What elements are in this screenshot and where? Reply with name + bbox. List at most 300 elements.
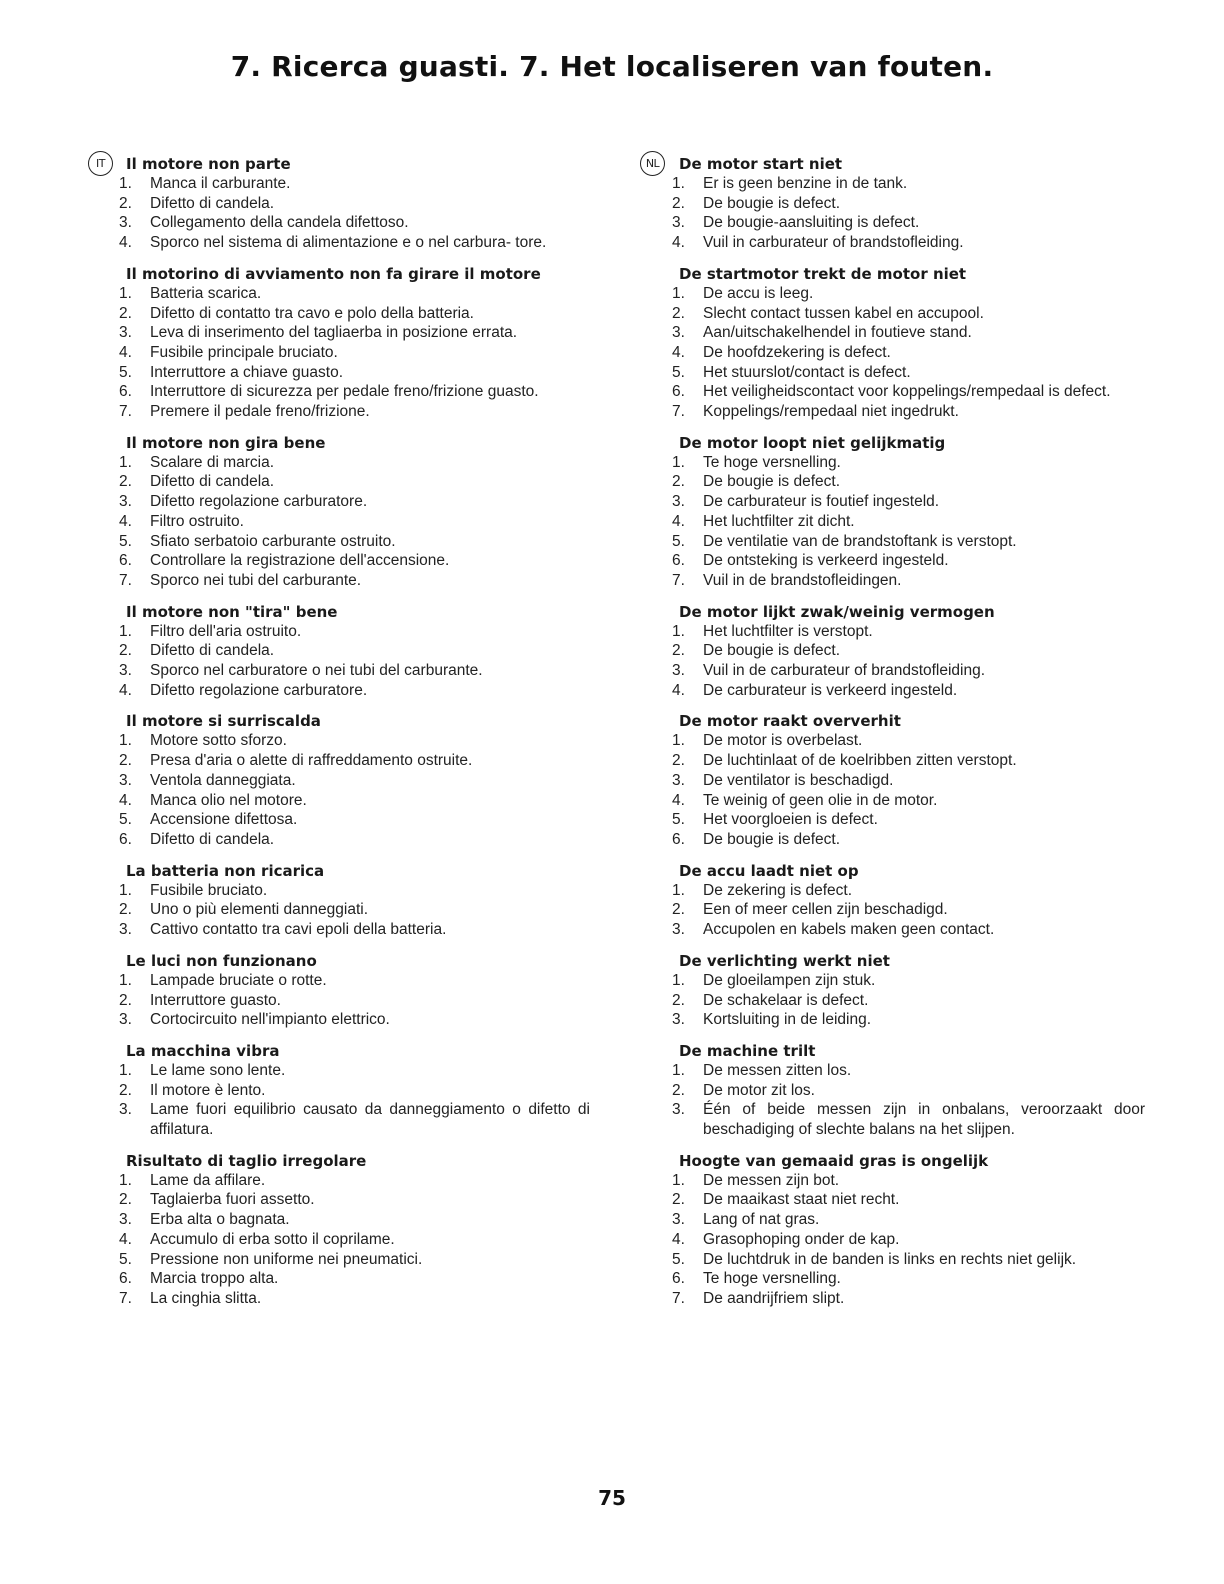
list-item bbox=[119, 681, 590, 701]
list-item-number: 2. bbox=[672, 752, 685, 770]
list-item bbox=[119, 1190, 590, 1210]
list-item-number: 6. bbox=[672, 383, 685, 401]
section-heading: La macchina vibra bbox=[126, 1041, 280, 1060]
list-item-number: 1. bbox=[672, 175, 685, 192]
list-item-number: 2. bbox=[119, 752, 132, 770]
list-item bbox=[119, 532, 590, 552]
list-item bbox=[119, 622, 590, 642]
list-item bbox=[672, 810, 1145, 830]
list-item-number: 4. bbox=[672, 681, 685, 699]
list-item bbox=[672, 551, 1145, 571]
list-item-text: Fusibile bruciato. bbox=[150, 881, 268, 899]
section-heading: De motor loopt niet gelijkmatig bbox=[679, 433, 946, 452]
list-item-number: 4. bbox=[119, 681, 132, 699]
list-item-text: Accumulo di erba sotto il coprilame. bbox=[150, 1230, 395, 1248]
list-item bbox=[672, 1269, 1145, 1289]
list-item-text: Lang of nat gras. bbox=[703, 1211, 820, 1229]
list-item-number: 2. bbox=[119, 473, 132, 491]
list-item-number: 7. bbox=[672, 571, 685, 589]
section-heading: De startmotor trekt de motor niet bbox=[679, 264, 967, 283]
list-item-number: 2. bbox=[672, 901, 685, 919]
list-item bbox=[119, 771, 590, 791]
list-item bbox=[672, 304, 1145, 324]
list-item bbox=[672, 1250, 1145, 1270]
list-item-number: 3. bbox=[672, 1101, 685, 1119]
list-item-text: De maaikast staat niet recht. bbox=[703, 1191, 900, 1209]
list-item-text: Collegamento della candela difettoso. bbox=[150, 214, 409, 232]
section-heading: Il motorino di avviamento non fa girare il motore bbox=[126, 264, 541, 283]
list-item-text: Difetto di candela. bbox=[150, 642, 275, 660]
list-item bbox=[119, 1269, 590, 1289]
section-heading: La batteria non ricarica bbox=[126, 861, 325, 880]
list-item-text: Batteria scarica. bbox=[150, 284, 262, 302]
list-item bbox=[119, 751, 590, 771]
list-item-text: Kortsluiting in de leiding. bbox=[703, 1011, 872, 1029]
list-item-text: De carburateur is verkeerd ingesteld. bbox=[703, 681, 958, 699]
list-item-number: 2. bbox=[119, 642, 132, 660]
list-item-number: 2. bbox=[672, 1081, 685, 1099]
troubleshooting-section bbox=[119, 1041, 590, 1140]
list-item-number: 4. bbox=[672, 512, 685, 530]
list-item-number: 1. bbox=[119, 175, 132, 192]
list-item bbox=[672, 681, 1145, 701]
list-item-text: Er is geen benzine in de tank. bbox=[703, 175, 908, 192]
list-item-text: De ontsteking is verkeerd ingesteld. bbox=[703, 552, 949, 570]
troubleshooting-section bbox=[672, 1041, 1145, 1140]
list-item-number: 4. bbox=[672, 791, 685, 809]
list-item-number: 3. bbox=[119, 1211, 132, 1229]
list-item bbox=[672, 213, 1145, 233]
list-item-text: Slecht contact tussen kabel en accupool. bbox=[703, 304, 984, 322]
list-item bbox=[119, 731, 590, 751]
list-item-number: 2. bbox=[672, 642, 685, 660]
list-item-number: 3. bbox=[119, 493, 132, 511]
list-item-text: Te hoge versnelling. bbox=[703, 453, 841, 471]
list-item bbox=[672, 1289, 1145, 1309]
list-item-number: 4. bbox=[119, 343, 132, 361]
list-item-number: 2. bbox=[672, 991, 685, 1009]
list-item-number: 5. bbox=[119, 532, 132, 550]
list-item bbox=[119, 512, 590, 532]
list-item bbox=[672, 1190, 1145, 1210]
list-item-text: Scalare di marcia. bbox=[150, 453, 275, 471]
list-item-number: 4. bbox=[119, 512, 132, 530]
list-item bbox=[119, 233, 590, 253]
list-item bbox=[672, 1230, 1145, 1250]
list-item bbox=[672, 881, 1145, 901]
list-item-number: 4. bbox=[119, 234, 132, 252]
list-item-number: 5. bbox=[672, 811, 685, 829]
section-heading: Il motore non parte bbox=[126, 155, 291, 173]
list-item-number: 7. bbox=[672, 1289, 685, 1307]
list-item-number: 3. bbox=[672, 662, 685, 680]
list-item-text: De ventilatie van de brandstoftank is verstopt. bbox=[703, 532, 1017, 550]
list-item-text: De luchtinlaat of de koelribben zitten verstopt. bbox=[703, 752, 1017, 770]
list-item bbox=[672, 1010, 1145, 1030]
list-item-text: Pressione non uniforme nei pneumatici. bbox=[150, 1250, 423, 1268]
list-item-number: 5. bbox=[672, 532, 685, 550]
list-item-text: Het stuurslot/contact is defect. bbox=[703, 363, 911, 381]
list-item bbox=[119, 571, 590, 591]
list-item-text: Interruttore a chiave guasto. bbox=[150, 363, 344, 381]
list-item-number: 1. bbox=[672, 1171, 685, 1189]
list-item-text: Premere il pedale freno/frizione. bbox=[150, 403, 370, 421]
list-item-number: 2. bbox=[672, 1191, 685, 1209]
troubleshooting-section bbox=[672, 861, 1145, 940]
list-item bbox=[119, 641, 590, 661]
troubleshooting-section bbox=[672, 151, 1145, 253]
list-item-text: De aandrijfriem slipt. bbox=[703, 1289, 845, 1307]
list-item-number: 6. bbox=[672, 830, 685, 848]
list-item-number: 1. bbox=[119, 971, 132, 989]
list-item bbox=[672, 830, 1145, 850]
troubleshooting-section bbox=[672, 264, 1145, 422]
list-item bbox=[672, 532, 1145, 552]
list-item-number: 3. bbox=[672, 493, 685, 511]
list-item bbox=[672, 512, 1145, 532]
list-item bbox=[119, 661, 590, 681]
list-item-text: De hoofdzekering is defect. bbox=[703, 343, 891, 361]
list-item-text: Marcia troppo alta. bbox=[150, 1270, 279, 1288]
list-item-text: Sporco nel carburatore o nei tubi del carburante. bbox=[150, 662, 483, 680]
list-item-text: Sporco nei tubi del carburante. bbox=[150, 571, 362, 589]
list-item-number: 3. bbox=[672, 214, 685, 232]
list-item bbox=[672, 971, 1145, 991]
list-item bbox=[119, 551, 590, 571]
list-item-number: 1. bbox=[119, 1171, 132, 1189]
list-item-number: 2. bbox=[119, 194, 132, 212]
list-item-text: Manca il carburante. bbox=[150, 175, 291, 192]
list-item bbox=[672, 791, 1145, 811]
list-item bbox=[672, 900, 1145, 920]
list-item-number: 5. bbox=[672, 1250, 685, 1268]
list-item-number: 7. bbox=[119, 571, 132, 589]
list-item bbox=[672, 1100, 1145, 1139]
list-item bbox=[119, 472, 590, 492]
language-badge-it: IT bbox=[88, 151, 113, 176]
list-item-text: Vuil in de brandstofleidingen. bbox=[703, 571, 902, 589]
list-item-number: 2. bbox=[672, 194, 685, 212]
list-item-number: 1. bbox=[119, 284, 132, 302]
list-item bbox=[119, 382, 590, 402]
list-item-number: 5. bbox=[119, 811, 132, 829]
list-item-text: Koppelings/rempedaal niet ingedrukt. bbox=[703, 403, 959, 421]
list-item-number: 1. bbox=[672, 453, 685, 471]
list-item-text: De bougie is defect. bbox=[703, 473, 841, 491]
list-item bbox=[119, 1289, 590, 1309]
list-item bbox=[672, 402, 1145, 422]
list-item-text: Filtro dell'aria ostruito. bbox=[150, 622, 302, 640]
list-item-text: Interruttore guasto. bbox=[150, 991, 281, 1009]
list-item-text: Te weinig of geen olie in de motor. bbox=[703, 791, 938, 809]
list-item-text: Difetto di candela. bbox=[150, 830, 275, 848]
list-item-number: 3. bbox=[672, 921, 685, 939]
list-item-text: Il motore è lento. bbox=[150, 1081, 266, 1099]
list-item-text: Uno o più elementi danneggiati. bbox=[150, 901, 369, 919]
list-item-text: Het luchtfilter zit dicht. bbox=[703, 512, 855, 530]
list-item bbox=[672, 323, 1145, 343]
list-item-number: 4. bbox=[672, 234, 685, 252]
list-item bbox=[119, 363, 590, 383]
troubleshooting-section bbox=[119, 602, 590, 701]
list-item-number: 5. bbox=[119, 1250, 132, 1268]
troubleshooting-section bbox=[672, 711, 1145, 849]
list-item-number: 7. bbox=[119, 1289, 132, 1307]
list-item bbox=[672, 731, 1145, 751]
list-item bbox=[672, 991, 1145, 1011]
list-item bbox=[672, 492, 1145, 512]
section-heading: De motor lijkt zwak/weinig vermogen bbox=[679, 602, 995, 621]
list-item bbox=[672, 1061, 1145, 1081]
list-item-text: Controllare la registrazione dell'accensione. bbox=[150, 552, 450, 570]
list-item-text: Leva di inserimento del tagliaerba in posizione errata. bbox=[150, 324, 518, 342]
list-item-text: De accu is leeg. bbox=[703, 284, 814, 302]
section-heading: De verlichting werkt niet bbox=[679, 951, 890, 970]
list-item-number: 1. bbox=[672, 1061, 685, 1079]
list-item-text: Difetto regolazione carburatore. bbox=[150, 681, 368, 699]
list-item-text: Presa d'aria o alette di raffreddamento ostruite. bbox=[150, 752, 473, 770]
section-heading: De accu laadt niet op bbox=[679, 861, 859, 880]
list-item-text: Fusibile principale bruciato. bbox=[150, 343, 338, 361]
list-item-number: 3. bbox=[119, 324, 132, 342]
list-item bbox=[119, 881, 590, 901]
list-item-text: Het luchtfilter is verstopt. bbox=[703, 622, 873, 640]
list-item-text: Difetto di candela. bbox=[150, 473, 275, 491]
list-item bbox=[672, 661, 1145, 681]
list-item-text: De gloeilampen zijn stuk. bbox=[703, 971, 876, 989]
list-item-text: De bougie-aansluiting is defect. bbox=[703, 214, 920, 232]
list-item-number: 5. bbox=[119, 363, 132, 381]
list-item-number: 4. bbox=[672, 1230, 685, 1248]
list-item bbox=[672, 1081, 1145, 1101]
list-item-number: 6. bbox=[119, 830, 132, 848]
list-item-text: Accupolen en kabels maken geen contact. bbox=[703, 921, 995, 939]
section-heading: Il motore non "tira" bene bbox=[126, 602, 338, 621]
list-item-number: 6. bbox=[672, 1270, 685, 1288]
list-item bbox=[672, 622, 1145, 642]
list-item-text: De bougie is defect. bbox=[703, 830, 841, 848]
troubleshooting-section bbox=[119, 151, 590, 253]
list-item-number: 2. bbox=[119, 304, 132, 322]
list-item bbox=[119, 492, 590, 512]
section-heading: Il motore si surriscalda bbox=[126, 712, 321, 731]
troubleshooting-section bbox=[119, 433, 590, 591]
list-item-text: La cinghia slitta. bbox=[150, 1289, 262, 1307]
section-heading: Hoogte van gemaaid gras is ongelijk bbox=[679, 1151, 989, 1170]
list-item-number: 6. bbox=[119, 552, 132, 570]
list-item-number: 1. bbox=[672, 284, 685, 302]
list-item bbox=[119, 213, 590, 233]
list-item-number: 7. bbox=[119, 403, 132, 421]
list-item-text: Taglaierba fuori assetto. bbox=[150, 1191, 315, 1209]
list-item-text: Één of beide messen zijn in onbalans, veroorzaakt door beschadiging of slechte balans na het slijpen. bbox=[703, 1101, 1145, 1139]
list-item-text: De bougie is defect. bbox=[703, 642, 841, 660]
section-heading: Le luci non funzionano bbox=[126, 951, 317, 970]
list-item bbox=[672, 194, 1145, 214]
troubleshooting-section bbox=[119, 264, 590, 422]
list-item-number: 4. bbox=[119, 791, 132, 809]
list-item bbox=[119, 323, 590, 343]
list-item bbox=[672, 382, 1145, 402]
list-item-text: Interruttore di sicurezza per pedale freno/frizione guasto. bbox=[150, 383, 539, 401]
list-item-text: Le lame sono lente. bbox=[150, 1061, 286, 1079]
list-item bbox=[119, 1250, 590, 1270]
list-item-number: 3. bbox=[119, 921, 132, 939]
troubleshooting-section bbox=[672, 1151, 1145, 1309]
troubleshooting-section bbox=[672, 433, 1145, 591]
list-item-text: De bougie is defect. bbox=[703, 194, 841, 212]
list-item bbox=[119, 1061, 590, 1081]
page-number: 75 bbox=[598, 1486, 626, 1510]
list-item-number: 2. bbox=[672, 473, 685, 491]
list-item-number: 2. bbox=[672, 304, 685, 322]
list-item bbox=[119, 453, 590, 473]
section-heading: Il motore non gira bene bbox=[126, 433, 326, 452]
language-badge-nl: NL bbox=[640, 151, 665, 176]
list-item-number: 6. bbox=[119, 383, 132, 401]
column-dutch bbox=[640, 151, 1145, 1320]
list-item-number: 3. bbox=[119, 214, 132, 232]
page-title: 7. Ricerca guasti. 7. Het localiseren van fouten. bbox=[230, 50, 994, 83]
list-item-text: Filtro ostruito. bbox=[150, 512, 244, 530]
list-item-number: 1. bbox=[672, 881, 685, 899]
list-item bbox=[119, 810, 590, 830]
column-italian bbox=[88, 151, 590, 1320]
list-item-number: 6. bbox=[119, 1270, 132, 1288]
list-item-text: Accensione difettosa. bbox=[150, 811, 298, 829]
troubleshooting-section bbox=[672, 951, 1145, 1030]
list-item bbox=[119, 1010, 590, 1030]
list-item-number: 4. bbox=[119, 1230, 132, 1248]
list-item bbox=[672, 1210, 1145, 1230]
list-item-number: 4. bbox=[672, 343, 685, 361]
list-item-number: 3. bbox=[119, 771, 132, 789]
section-heading: De motor raakt oververhit bbox=[679, 712, 901, 731]
list-item-number: 3. bbox=[119, 1011, 132, 1029]
troubleshooting-section bbox=[119, 861, 590, 940]
list-item bbox=[672, 571, 1145, 591]
list-item-text: De messen zitten los. bbox=[703, 1061, 852, 1079]
troubleshooting-section bbox=[119, 951, 590, 1030]
list-item-text: Sfiato serbatoio carburante ostruito. bbox=[150, 532, 396, 550]
list-item-text: Lame fuori equilibrio causato da danneggiamento o difetto di affilatura. bbox=[150, 1101, 590, 1139]
list-item-text: Aan/uitschakelhendel in foutieve stand. bbox=[703, 324, 972, 342]
list-item-text: Sporco nel sistema di alimentazione e o nel carbura- tore. bbox=[150, 234, 547, 252]
list-item bbox=[119, 402, 590, 422]
list-item bbox=[119, 304, 590, 324]
list-item bbox=[119, 1230, 590, 1250]
troubleshooting-section bbox=[119, 711, 590, 849]
list-item-text: Difetto regolazione carburatore. bbox=[150, 493, 368, 511]
list-item-text: Manca olio nel motore. bbox=[150, 791, 307, 809]
list-item bbox=[119, 1081, 590, 1101]
list-item-number: 2. bbox=[119, 901, 132, 919]
troubleshooting-section bbox=[672, 602, 1145, 701]
list-item-text: Cortocircuito nell'impianto elettrico. bbox=[150, 1011, 390, 1029]
list-item-text: Ventola danneggiata. bbox=[150, 771, 296, 789]
list-item-number: 6. bbox=[672, 552, 685, 570]
list-item bbox=[119, 1171, 590, 1191]
list-item bbox=[672, 233, 1145, 253]
list-item-text: Erba alta o bagnata. bbox=[150, 1211, 290, 1229]
list-item-number: 1. bbox=[119, 453, 132, 471]
list-item-number: 1. bbox=[672, 971, 685, 989]
list-item bbox=[119, 343, 590, 363]
list-item-text: De zekering is defect. bbox=[703, 881, 853, 899]
list-item-number: 1. bbox=[119, 1061, 132, 1079]
troubleshooting-section bbox=[119, 1151, 590, 1309]
list-item-text: De motor zit los. bbox=[703, 1081, 815, 1099]
list-item bbox=[119, 284, 590, 304]
list-item-text: Grasophoping onder de kap. bbox=[703, 1230, 900, 1248]
list-item bbox=[119, 991, 590, 1011]
list-item-number: 3. bbox=[119, 662, 132, 680]
section-heading: De machine trilt bbox=[679, 1041, 816, 1060]
list-item bbox=[672, 363, 1145, 383]
list-item-number: 1. bbox=[119, 881, 132, 899]
list-item-text: Motore sotto sforzo. bbox=[150, 732, 287, 750]
list-item-number: 5. bbox=[672, 363, 685, 381]
list-item-number: 2. bbox=[119, 1191, 132, 1209]
list-item bbox=[119, 971, 590, 991]
list-item-text: Lampade bruciate o rotte. bbox=[150, 971, 327, 989]
list-item-text: De schakelaar is defect. bbox=[703, 991, 869, 1009]
list-item bbox=[119, 1100, 590, 1139]
list-item-text: Het veiligheidscontact voor koppelings/rempedaal is defect. bbox=[703, 383, 1111, 401]
list-item-number: 3. bbox=[672, 324, 685, 342]
list-item-text: De carburateur is foutief ingesteld. bbox=[703, 493, 940, 511]
list-item bbox=[672, 284, 1145, 304]
list-item bbox=[119, 830, 590, 850]
list-item-text: Difetto di candela. bbox=[150, 194, 275, 212]
list-item-number: 2. bbox=[119, 1081, 132, 1099]
list-item bbox=[672, 771, 1145, 791]
list-item-text: Cattivo contatto tra cavi epoli della batteria. bbox=[150, 921, 447, 939]
list-item-text: De messen zijn bot. bbox=[703, 1171, 840, 1189]
list-item-text: Difetto di contatto tra cavo e polo della batteria. bbox=[150, 304, 474, 322]
list-item-text: Te hoge versnelling. bbox=[703, 1270, 841, 1288]
section-heading: De motor start niet bbox=[679, 155, 843, 173]
list-item bbox=[672, 1171, 1145, 1191]
list-item bbox=[119, 1210, 590, 1230]
list-item bbox=[672, 641, 1145, 661]
list-item-text: De motor is overbelast. bbox=[703, 732, 863, 750]
list-item bbox=[119, 900, 590, 920]
list-item bbox=[119, 791, 590, 811]
list-item bbox=[119, 174, 590, 194]
list-item-text: Lame da affilare. bbox=[150, 1171, 266, 1189]
list-item bbox=[672, 453, 1145, 473]
list-item-text: Het voorgloeien is defect. bbox=[703, 811, 878, 829]
list-item bbox=[672, 174, 1145, 194]
list-item-number: 2. bbox=[119, 991, 132, 1009]
list-item-number: 3. bbox=[672, 771, 685, 789]
list-item-number: 3. bbox=[672, 1011, 685, 1029]
list-item-text: Een of meer cellen zijn beschadigd. bbox=[703, 901, 948, 919]
list-item-number: 1. bbox=[119, 732, 132, 750]
list-item-text: De luchtdruk in de banden is links en rechts niet gelijk. bbox=[703, 1250, 1077, 1268]
list-item bbox=[119, 194, 590, 214]
list-item bbox=[672, 343, 1145, 363]
list-item-text: Vuil in de carburateur of brandstofleiding. bbox=[703, 662, 986, 680]
list-item-number: 1. bbox=[672, 622, 685, 640]
list-item-number: 3. bbox=[672, 1211, 685, 1229]
section-heading: Risultato di taglio irregolare bbox=[126, 1151, 367, 1170]
list-item-number: 1. bbox=[672, 732, 685, 750]
list-item-number: 3. bbox=[119, 1101, 132, 1119]
list-item bbox=[672, 751, 1145, 771]
list-item-text: Vuil in carburateur of brandstofleiding. bbox=[703, 234, 964, 252]
